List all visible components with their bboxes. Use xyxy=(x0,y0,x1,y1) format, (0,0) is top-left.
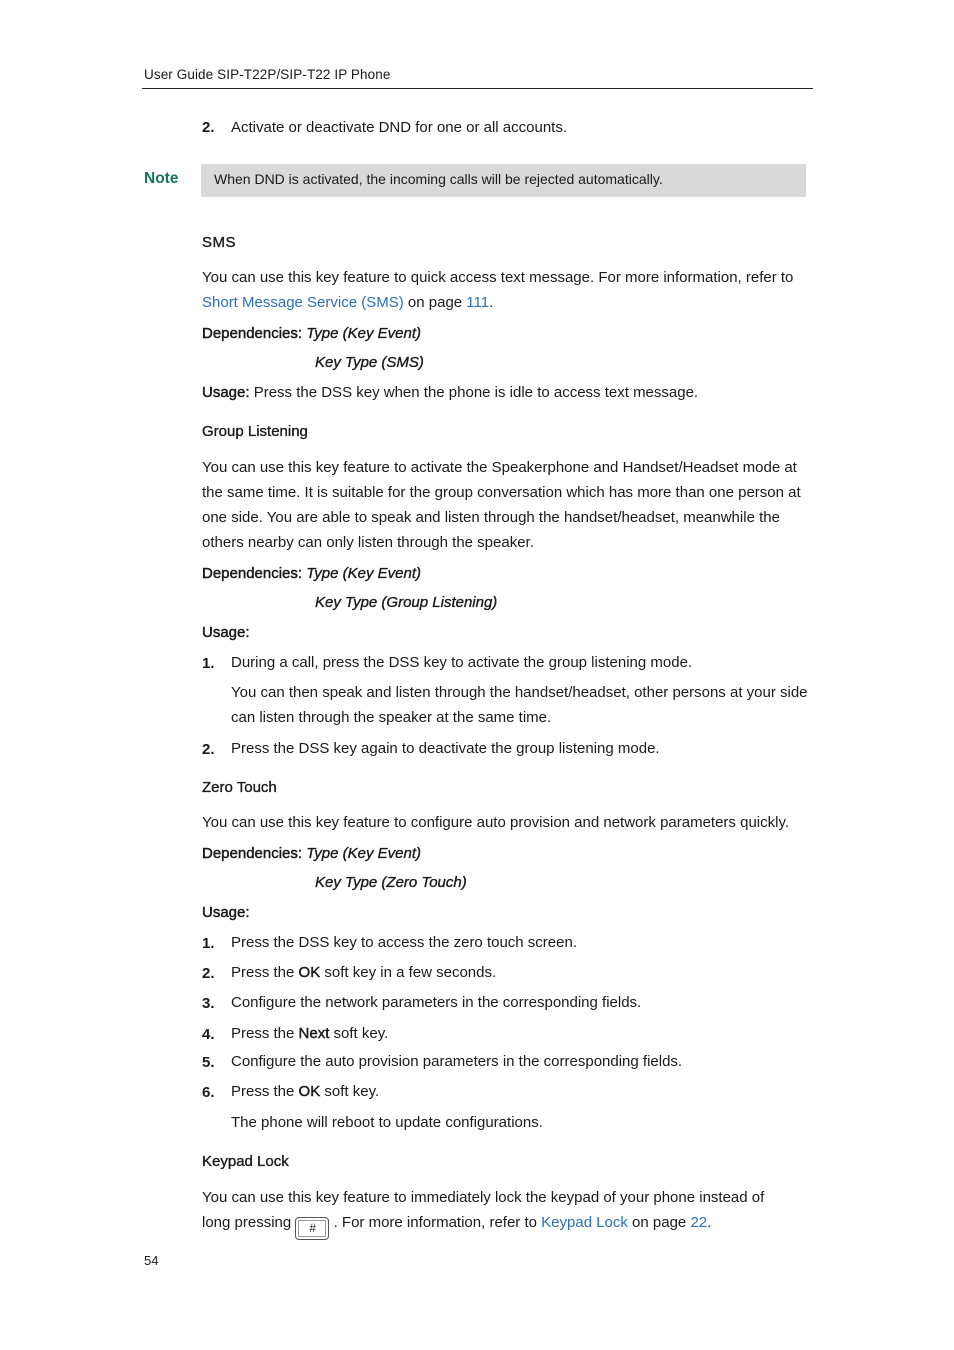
keypad-on-page: on page xyxy=(627,1214,691,1231)
sms-period: . xyxy=(489,294,494,311)
sms-link[interactable]: Short Message Service (SMS) xyxy=(202,294,404,311)
keypad-period: . xyxy=(707,1214,712,1231)
ok-softkey-label: OK xyxy=(298,964,321,981)
zero-heading: Zero Touch xyxy=(202,779,277,796)
zero-dep-type: Type (Key Event) xyxy=(306,845,422,862)
group-body: You can use this key feature to activate the Speakerphone and Handset/Headset mode at the same time. It is suitable for the group conversation which has more than one person at one side. You are able to speak and listen through the handset/headset, meanwhile the others nearby can only listen through the speaker. xyxy=(202,459,801,551)
note-text: When DND is activated, the incoming calls will be rejected automatically. xyxy=(214,171,663,187)
group-usage-label: Usage: xyxy=(202,624,250,641)
zero-step3-text: Configure the network parameters in the corresponding fields. xyxy=(231,994,642,1011)
pound-key-icon: # xyxy=(295,1217,329,1240)
group-dep-keytype: Key Type (Group Listening) xyxy=(315,594,498,611)
zero-step2-c: soft key in a few seconds. xyxy=(320,964,497,981)
zero-step6-text xyxy=(231,1079,816,1104)
keypad-heading: Keypad Lock xyxy=(202,1153,289,1170)
zero-step4-a: Press the xyxy=(231,1025,299,1042)
zero-dep-label: Dependencies: xyxy=(202,845,303,862)
sms-usage-label: Usage: xyxy=(202,384,250,401)
zero-dep-keytype: Key Type (Zero Touch) xyxy=(315,874,467,891)
next-softkey-label: Next xyxy=(298,1025,330,1042)
zero-step2-number: 2. xyxy=(202,965,215,982)
sms-usage-text: Press the DSS key when the phone is idle to access text message. xyxy=(249,384,699,401)
keypad-lock-link[interactable]: Keypad Lock xyxy=(541,1214,628,1231)
keypad-body-2a: long pressing xyxy=(202,1214,296,1231)
zero-step6-a: Press the xyxy=(231,1083,299,1100)
zero-step1-number: 1. xyxy=(202,935,215,952)
sms-dep-keytype: Key Type (SMS) xyxy=(315,354,424,371)
zero-step6-sub: The phone will reboot to update configurations. xyxy=(231,1114,543,1131)
page-number: 54 xyxy=(144,1253,159,1268)
sms-heading: SMS xyxy=(202,234,237,251)
keypad-body xyxy=(202,1185,814,1240)
zero-step4-number: 4. xyxy=(202,1026,215,1043)
zero-usage-label: Usage: xyxy=(202,904,250,921)
zero-step2-a: Press the xyxy=(231,964,299,981)
zero-step5-text: Configure the auto provision parameters in the corresponding fields. xyxy=(231,1053,683,1070)
group-dep-type: Type (Key Event) xyxy=(306,565,422,582)
sms-dependencies xyxy=(202,321,817,346)
zero-body: You can use this key feature to configure auto provision and network parameters quickly. xyxy=(202,814,789,831)
running-header: User Guide SIP-T22P/SIP-T22 IP Phone xyxy=(144,67,391,82)
keypad-body-1: You can use this key feature to immediately lock the keypad of your phone instead of xyxy=(202,1189,765,1206)
sms-body-text: You can use this key feature to quick access text message. For more information, refer to xyxy=(202,269,794,286)
group-heading: Group Listening xyxy=(202,423,308,440)
zero-step4-c: soft key. xyxy=(329,1025,389,1042)
sms-body xyxy=(202,265,817,315)
zero-step2-text xyxy=(231,960,816,985)
zero-step1-text: Press the DSS key to access the zero touch screen. xyxy=(231,934,577,951)
dnd-step-text: Activate or deactivate DND for one or all accounts. xyxy=(231,119,567,136)
sms-page-link[interactable]: 111 xyxy=(466,294,490,311)
sms-dep-type: Type (Key Event) xyxy=(306,325,422,342)
zero-dependencies xyxy=(202,841,817,866)
zero-step4-text xyxy=(231,1021,816,1046)
header-rule xyxy=(142,88,813,89)
keypad-body-2b: . For more information, refer to xyxy=(329,1214,542,1231)
zero-step6-number: 6. xyxy=(202,1084,215,1101)
zero-step3-number: 3. xyxy=(202,995,215,1012)
zero-step5-number: 5. xyxy=(202,1054,215,1071)
group-step1-text: During a call, press the DSS key to activate the group listening mode. xyxy=(231,654,693,671)
group-dep-label: Dependencies: xyxy=(202,565,303,582)
dnd-step-number: 2. xyxy=(202,119,215,136)
zero-step6-c: soft key. xyxy=(320,1083,380,1100)
sms-dep-label: Dependencies: xyxy=(202,325,303,342)
ok-softkey-label-2: OK xyxy=(298,1083,321,1100)
note-label: Note xyxy=(144,170,179,187)
group-dependencies xyxy=(202,561,817,586)
sms-usage xyxy=(202,380,817,405)
group-step2-number: 2. xyxy=(202,741,215,758)
sms-on-page: on page xyxy=(403,294,467,311)
group-step1-sub: You can then speak and listen through the handset/headset, other persons at your side can listen through the speaker at the same time. xyxy=(231,684,808,726)
keypad-page-link[interactable]: 22 xyxy=(690,1214,708,1231)
group-step2-text: Press the DSS key again to deactivate the group listening mode. xyxy=(231,740,660,757)
group-step1-number: 1. xyxy=(202,655,215,672)
